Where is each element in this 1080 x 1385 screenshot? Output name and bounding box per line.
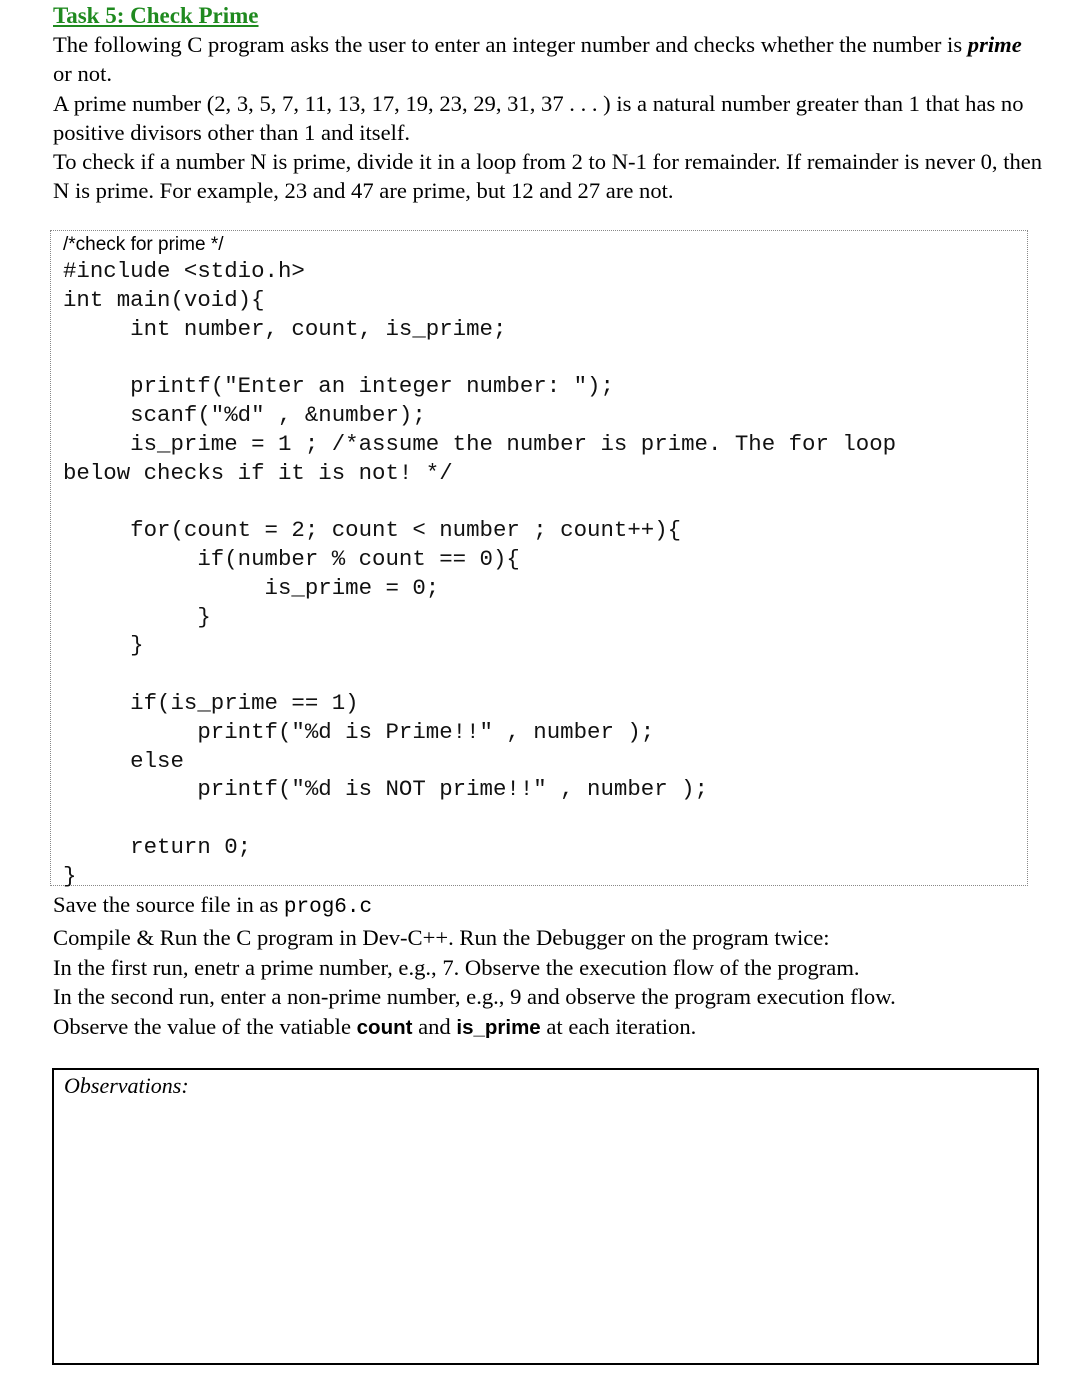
observe-suffix: at each iteration. <box>546 1014 697 1040</box>
instructions <box>53 890 1053 1043</box>
intro-p1-text: The following C program asks the user to enter an integer number and checks whether the number is <box>53 32 963 57</box>
task-title: Task 5: Check Prime <box>53 3 259 28</box>
intro-p1-emphasis: prime <box>967 32 1022 57</box>
save-prefix: Save the source file in as <box>53 892 279 917</box>
save-instruction <box>53 890 1053 923</box>
variable-count: count <box>356 1016 413 1040</box>
intro-paragraph-3: To check if a number N is prime, divide it in a loop from 2 to N-1 for remainder. If remainder is never 0, then N is prime. For example, 23 and 47 are prime, but 12 and 27 are not. <box>53 149 1043 204</box>
intro-p1-tail: or not. <box>53 61 112 87</box>
intro-paragraph-1 <box>53 30 1043 89</box>
save-filename: prog6.c <box>283 896 373 919</box>
code-header-comment: /*check for prime */ <box>63 234 224 255</box>
intro-paragraph-2: A prime number (2, 3, 5, 7, 11, 13, 17, 19, 23, 29, 31, 37 . . . ) is a natural number greater than 1 that has no positive divisors other than 1 and itself. <box>53 90 1024 145</box>
variable-is-prime: is_prime <box>456 1016 541 1040</box>
observe-and: and <box>418 1014 451 1040</box>
observations-box[interactable] <box>52 1068 1039 1365</box>
observe-instruction <box>53 1012 1053 1043</box>
second-run-instruction: In the second run, enter a non-prime number, e.g., 9 and observe the program execution flow. <box>53 984 896 1010</box>
compile-instruction: Compile & Run the C program in Dev-C++. Run the Debugger on the program twice: <box>53 924 830 950</box>
code-listing-box <box>50 230 1028 889</box>
first-run-instruction: In the first run, enetr a prime number, e.g., 7. Observe the execution flow of the program. <box>53 954 860 980</box>
task-description <box>53 30 1043 206</box>
code-listing: #include <stdio.h> int main(void){ int number, count, is_prime; printf("Enter an integer number: "); scanf("%d" , &number); is_prime = 1 ; /*assume the number is prime. The for loop below checks if it is not! */ for(count = 2; count < number ; count++){ if(number % count == 0){ is_prime = 0; } } if(is_prime == 1) printf("%d is Prime!!" , number ); else printf("%d is NOT prime!!" , number ); return 0; } <box>63 258 897 889</box>
observations-label: Observations: <box>64 1073 189 1098</box>
observe-prefix: Observe the value of the vatiable <box>53 1014 351 1040</box>
